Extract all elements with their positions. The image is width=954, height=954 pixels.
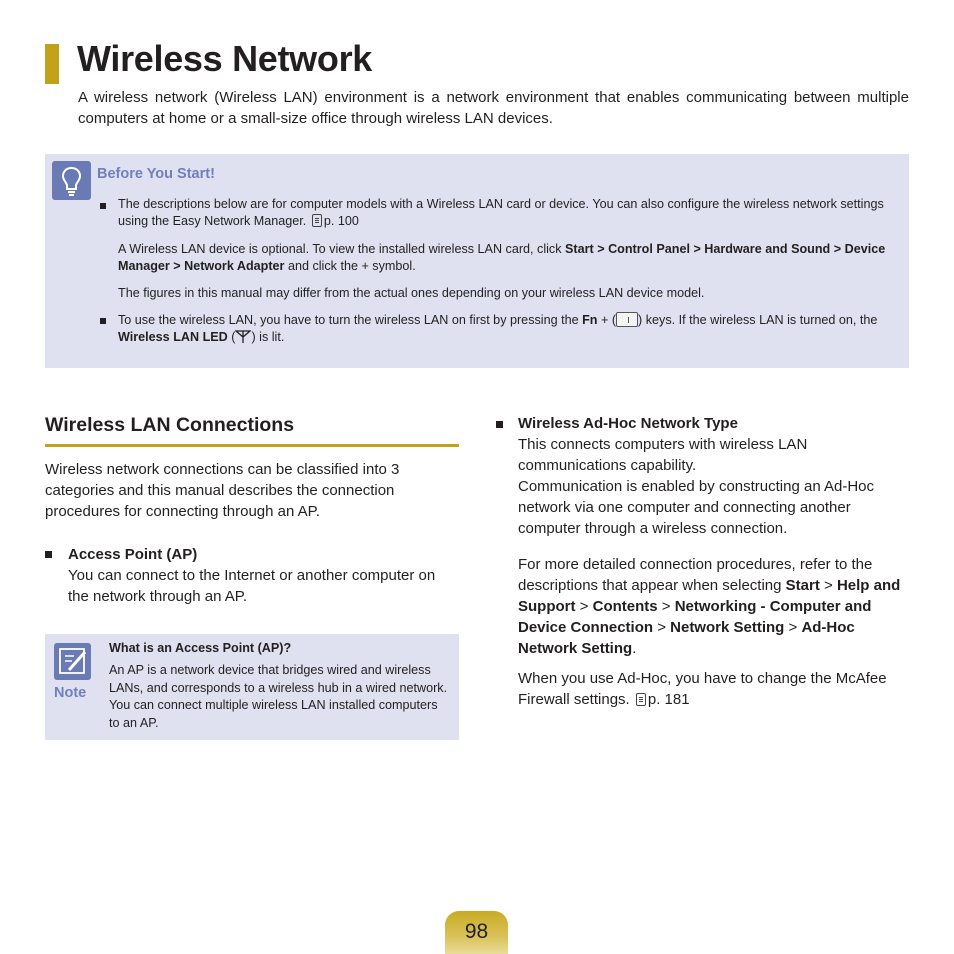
connections-paragraph: Wireless network connections can be classified into 3 categories and this manual describes the connection procedures for connecting through an AP. (45, 461, 400, 520)
adhoc-body-2: Communication is enabled by constructing an Ad-Hoc network via one computer and connecting another computer through a wireless connection. (518, 478, 875, 537)
before-bullet-2: To use the wireless LAN, you have to turn the wireless LAN on first by pressing the Fn + ( ) keys. If the wireless LAN is turned on, the Wireless LAN LED ( ) is lit. (118, 313, 878, 344)
bullet-marker (100, 318, 106, 324)
adhoc-body-1: This connects computers with wireless LAN communications capability. (518, 436, 808, 474)
antenna-led-icon (235, 330, 251, 344)
intro-paragraph: A wireless network (Wireless LAN) environment is a network environment that enables communicating between multiple computers at home or a small-size office through wireless LAN devices. (78, 89, 909, 127)
access-point-body: You can connect to the Internet or another computer on the network through an AP. (68, 567, 436, 605)
reference-book-icon (312, 214, 322, 227)
wireless-key-icon (616, 312, 638, 327)
mcafee-paragraph: When you use Ad-Hoc, you have to change the McAfee Firewall settings. p. 181 (518, 670, 887, 708)
bullet-marker (45, 551, 52, 558)
section-heading: Wireless LAN Connections (45, 414, 295, 436)
note-body: An AP is a network device that bridges wired and wireless LANs, and corresponds to a wireless hub in a wired network. You can connect multiple wireless LAN installed computers to an AP. (109, 663, 448, 730)
page-number: 98 (464, 920, 489, 943)
lightbulb-icon (52, 161, 91, 200)
before-you-start-title: Before You Start! (97, 166, 215, 182)
more-procedures-paragraph: For more detailed connection procedures, refer to the descriptions that appear when selecting Start > Help and Support > Contents > Networking - Computer and Device Connection > Network Setting > Ad-Hoc Network Setting. (518, 556, 901, 657)
before-bullet-1: The descriptions below are for computer models with a Wireless LAN card or device. You can also configure the wireless network settings using the Easy Network Manager. p. 100 (118, 197, 884, 228)
page-title: Wireless Network (77, 38, 372, 79)
before-para-2: A Wireless LAN device is optional. To view the installed wireless LAN card, click Start > Control Panel > Hardware and Sound > Device Manager > Network Adapter and click the + symbol. (118, 242, 886, 273)
pencil-note-icon (54, 643, 91, 680)
heading-underline (45, 444, 459, 447)
note-label: Note (54, 685, 87, 701)
bullet-marker (100, 203, 106, 209)
before-para-3: The figures in this manual may differ from the actual ones depending on your wireless LAN device model. (118, 286, 705, 300)
adhoc-title: Wireless Ad-Hoc Network Type (518, 415, 738, 432)
title-accent-bar (45, 44, 59, 84)
access-point-title: Access Point (AP) (68, 546, 198, 563)
bullet-marker (496, 421, 503, 428)
reference-book-icon (636, 693, 646, 706)
note-title: What is an Access Point (AP)? (109, 641, 292, 655)
